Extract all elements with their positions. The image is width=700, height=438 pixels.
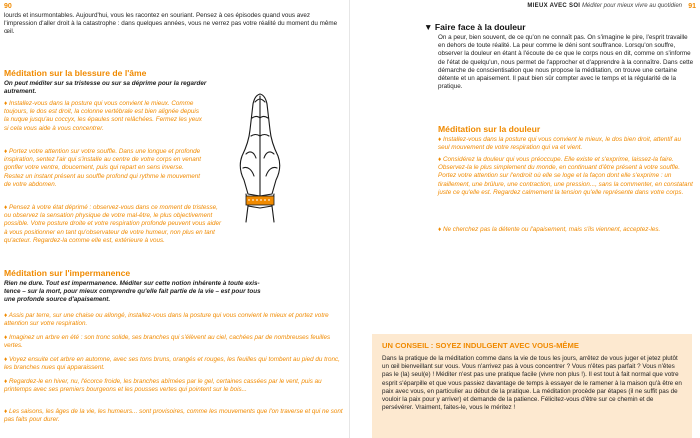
step-douleur-3: ♦ Ne cherchez pas la détente ou l'apaisement, mais s'ils viennent, acceptez-les.	[438, 226, 661, 233]
advice-body: Dans la pratique de la méditation comme dans la vie de tous les jours, arrêtez de vous juger et jetez plutôt un œil bienveillant sur vous. Vous n'arrivez pas à vous concentrer ? Vous n'êtes pas parfait ? Vous n'êtes pas le (la) seul(e) ! Méditer n'est pas une pratique facile (vivre non plus !). Il est tout à fait normal que votre esprit s'éparpille et que vous passiez davantage de temps à essayer de le ramener à la maison qu'à être en paix avec vous, en particulier au début de la pratique. La méditation procède par étapes (il ne suffit pas de vouloir la paix pour y arriver) et demande de la patience. Félicitez-vous d'être sur ce chemin et de persévérer. Vraiment, faites-le, vous le méritez !	[382, 355, 682, 412]
step-impermanence-5: ♦ Les saisons, les âges de la vie, les humeurs... sont provisoires, comme les mouvements que l'on traverse et qui ne sont pas faits pour durer.	[4, 408, 343, 424]
step-impermanence-1: ♦ Assis par terre, sur une chaise ou allongé, installez-vous dans la posture qui vous convient le mieux et portez votre attention sur votre respiration.	[4, 312, 329, 328]
meditation-douleur-title: Méditation sur la douleur	[438, 124, 541, 134]
section-title-impermanence: Méditation sur l'impermanence	[4, 268, 131, 278]
advice-title: UN CONSEIL : SOYEZ INDULGENT AVEC VOUS-MÊME	[382, 341, 579, 350]
section-intro-impermanence-line1: Rien ne dure. Tout est impermanence. Méditer sur cette notion inhérente à toute exis-	[4, 280, 260, 287]
section-title-blessure: Méditation sur la blessure de l'âme	[4, 68, 147, 78]
section-title-douleur: ▼ Faire face à la douleur	[424, 22, 526, 32]
step-impermanence-3: ♦ Voyez ensuite cet arbre en automne, avec ses tons bruns, orangés et rouges, les feuilles qui tombent au pied du tronc, les branches nues qui apparaissent.	[4, 356, 340, 372]
step-blessure-3: ♦ Pensez à votre état déprimé : observez-vous dans ce moment de tristesse, ou observez la sensation physique de votre mal-être, le plus objectivement possible. Votre posture droite et votre respiration profonde peuvent vous aider à vous positionner en tant qu'observateur de votre humeur, non plus en tant qu'acteur. Regardez-la comme elle est, extérieure à vous.	[4, 204, 222, 244]
step-douleur-2: ♦ Considérez la douleur qui vous préoccupe. Elle existe et s'exprime, laissez-la faire. Observez-la le plus simplement du monde, en continuant d'être présent à votre souffle. Portez votre attention sur l'endroit où elle se loge et la façon dont elle s'exprime : un tiraillement, une brûlure, une contraction, une pression..., sans la commenter, en constatant juste ce qu'elle est. Regardez calmement la tension qu'elle représente dans votre corps.	[438, 156, 693, 196]
running-title: MIEUX AVEC SOI	[527, 3, 581, 9]
advice-box	[372, 334, 692, 438]
opening-text: lourds et insurmontables. Aujourd'hui, vous les racontez en souriant. Pensez à ces épisodes quand vous avez l'impression d'aller droit à la catastrophe : dans quelques années, vous ne verrez pas votre réalité du moment du même œil.	[4, 12, 338, 36]
step-douleur-1: ♦ Installez-vous dans la posture qui vous convient le mieux, le dos bien droit, attentif au seul mouvement de votre respiration qui va et vient.	[438, 136, 681, 152]
section-intro-impermanence-line3: une profonde source d'apaisement.	[4, 296, 111, 303]
section-intro-blessure: On peut méditer sur sa tristesse ou sur sa déprime pour la regarder autrement.	[4, 80, 207, 96]
step-blessure-2: ♦ Portez votre attention sur votre souffle. Dans une longue et profonde inspiration, sentez l'air qui s'installe au centre de votre corps en venant gonfler votre ventre, doucement, puis qui repart en sens inverse. Restez un instant présent au souffle profond qui rythme le mouvement de votre abdomen.	[4, 148, 202, 188]
step-impermanence-2: ♦ Imaginez un arbre en été : son tronc solide, ses branches qui s'élèvent au ciel, cachées par de nombreuses feuilles vertes.	[4, 334, 331, 350]
step-impermanence-4: ♦ Regardez-le en hiver, nu, l'écorce froide, les branches abîmées par le gel, certaines cassées par le vent, puis au printemps avec ses premiers bourgeons et les pousses vertes qui pointent sur le bois...	[4, 378, 322, 394]
running-header	[527, 3, 682, 9]
douleur-body-text: On a peur, bien souvent, de ce qu'on ne connaît pas. On s'imagine le pire, l'esprit travaille en dehors de toute réalité. La peur comme le déni sont souffrance. Lorsqu'on souffre, observer la douleur en étant à l'écoute de ce que le corps nous en dit, comme on s'informe de l'état de quelqu'un, nous permet de l'approcher et d'apprendre à la connaître. Dans cette démarche de conscientisation que nous propose la méditation, on trouve une certaine détente et un apaisement. Il paut bien sûr compter avec le temps et la régularité de la pratique.	[438, 34, 694, 91]
section-intro-impermanence-line2: tence – sur la mort, pour mieux comprendre qu'elle fait partie de la vie – est pour tous	[4, 288, 261, 295]
praying-hands-icon	[226, 90, 294, 224]
running-subtitle: Méditer pour mieux vivre au quotidien	[581, 3, 682, 9]
left-page-number: 90	[4, 3, 12, 10]
step-blessure-1: ♦ Installez-vous dans la posture qui vous convient le mieux. Comme toujours, le dos est droit, la colonne vertébrale est bien alignée depuis la nuque jusqu'au coccyx, les épaules sont relâchées. Fermez les yeux si cela vous aide à vous concentrer.	[4, 100, 202, 132]
right-page-number: 91	[688, 3, 696, 10]
